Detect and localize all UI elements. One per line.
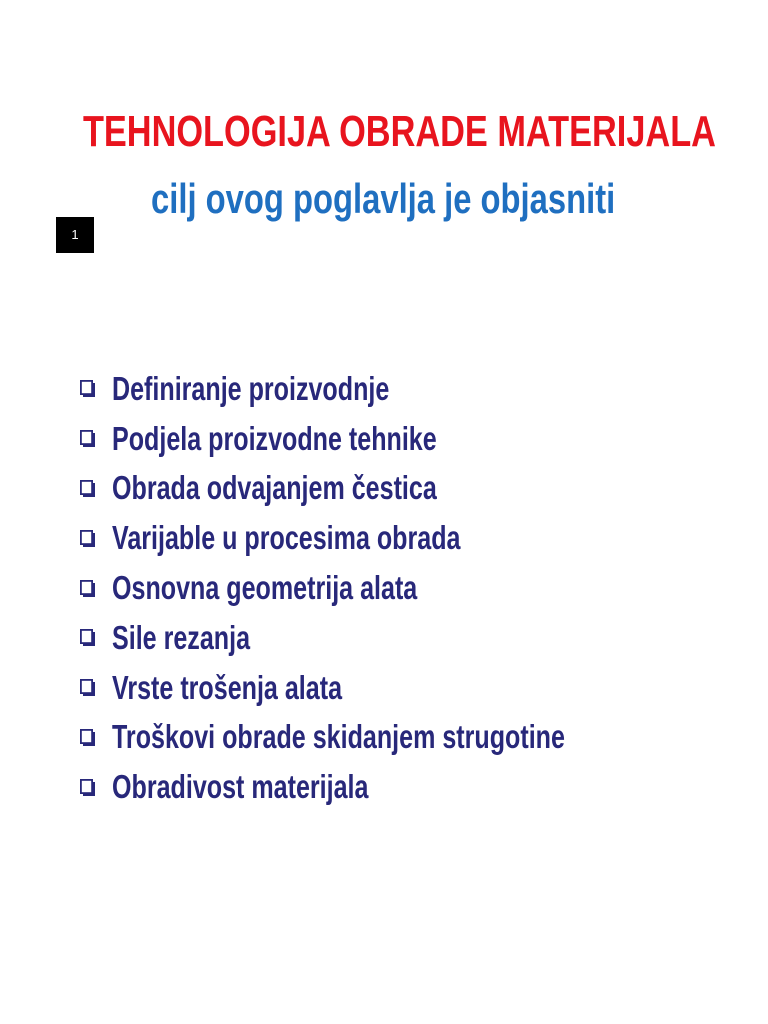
- list-item: [80, 513, 708, 563]
- list-item: [80, 414, 708, 464]
- list-item-label: Podjela proizvodne tehnike: [112, 419, 437, 457]
- list-item: [80, 762, 708, 812]
- page-title: TEHNOLOGIJA OBRADE MATERIJALA: [82, 107, 716, 156]
- list-item-label: Osnovna geometrija alata: [112, 569, 418, 607]
- checkbox-outline-icon: [80, 629, 95, 646]
- checkbox-outline-icon: [80, 580, 95, 597]
- list-item: [80, 464, 708, 514]
- checkbox-outline-icon: [80, 380, 95, 397]
- page-number-badge: 1: [56, 217, 94, 253]
- list-item-label: Vrste trošenja alata: [112, 668, 343, 706]
- list-item: [80, 663, 708, 713]
- checkbox-outline-icon: [80, 530, 95, 547]
- topic-list: [80, 364, 708, 812]
- list-item-label: Troškovi obrade skidanjem strugotine: [112, 718, 565, 756]
- list-item-label: Obradivost materijala: [112, 768, 369, 806]
- checkbox-outline-icon: [80, 679, 95, 696]
- list-item: [80, 364, 708, 414]
- checkbox-outline-icon: [80, 729, 95, 746]
- list-item: [80, 563, 708, 613]
- list-item-label: Varijable u procesima obrada: [112, 519, 461, 557]
- checkbox-outline-icon: [80, 430, 95, 447]
- checkbox-outline-icon: [80, 779, 95, 796]
- list-item-label: Obrada odvajanjem čestica: [112, 469, 437, 507]
- list-item: [80, 613, 708, 663]
- list-item-label: Definiranje proizvodnje: [112, 369, 390, 407]
- list-item-label: Sile rezanja: [112, 618, 251, 656]
- page-subtitle: cilj ovog poglavlja je objasniti: [151, 175, 616, 222]
- list-item: [80, 713, 708, 763]
- checkbox-outline-icon: [80, 480, 95, 497]
